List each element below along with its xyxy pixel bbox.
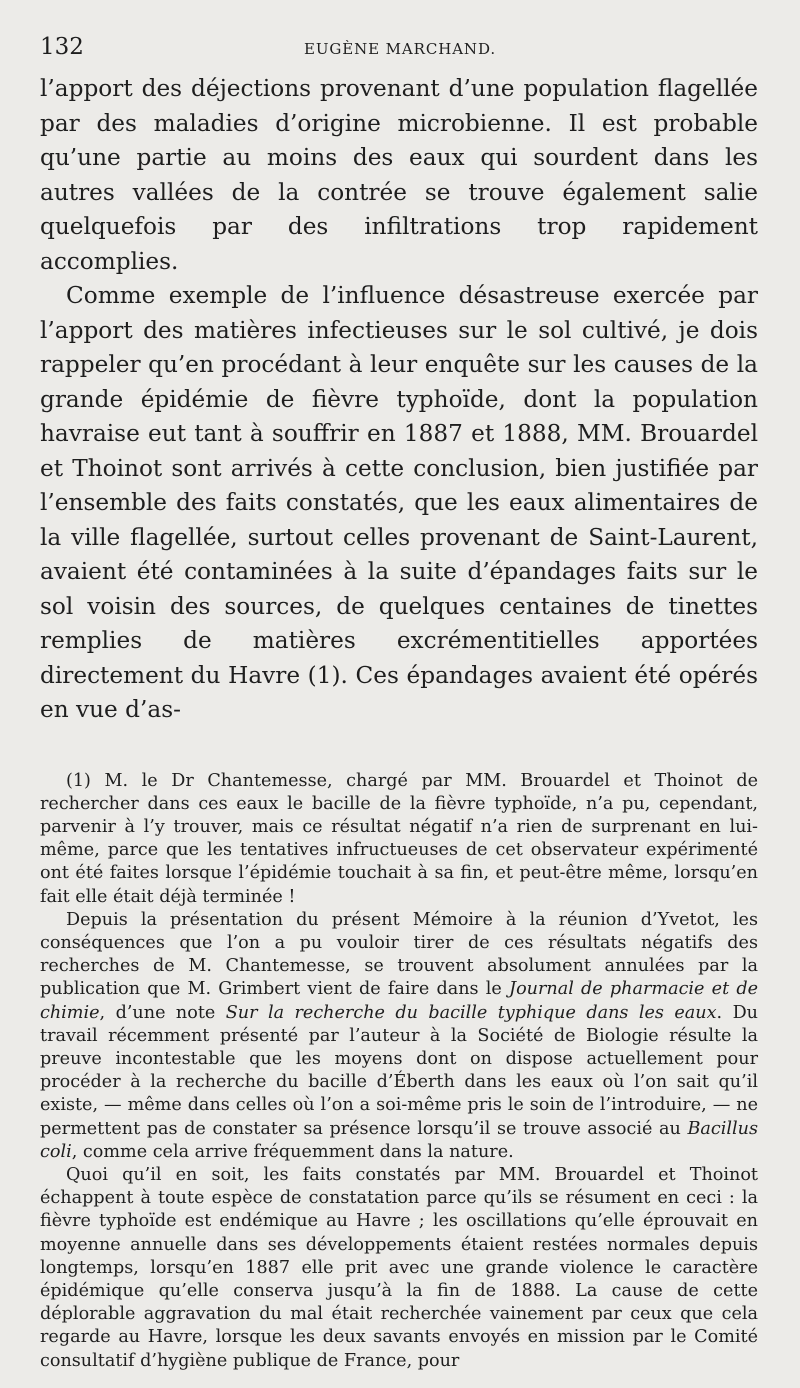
footnote-addendum-text-3: . Du travail récemment présenté par l’auteur à la Société de Biologie résulte la preuve incontestable que les moyens dont on dispose actuellement pour procéder à la recherche du bacille d’Éberth dans les eaux où l’on sait qu’il existe, — même dans celles où l’on a soi-même pris le soin de l’introduire, — ne permettent pas de constater sa présence lorsqu’il se trouve associé au (40, 1002, 758, 1139)
paragraph-epidemic: Comme exemple de l’influence désastreuse exercée par l’apport des matières infectieuses sur le sol cultivé, je dois rappeler qu’en procédant à leur enquête sur les causes de la grande épidémie de fièvre typhoïde, dont la population havraise eut tant à souffrir en 1887 et 1888, MM. Brouardel et Thoinot sont arrivés à cette conclusion, bien justifiée par l’ensemble des faits constatés, que les eaux alimentaires de la ville flagellée, surtout celles provenant de Saint-Laurent, avaient été contaminées à la suite d’épandages faits sur le sol voisin des sources, de quelques centaines de tinettes remplies de matières excrémentitielles apportées directement du Havre (1). Ces épandages avaient été opérés en vue d’as- (40, 282, 758, 723)
body-text (40, 72, 758, 1373)
footnote-addendum-text-2: , d’une note (99, 1002, 226, 1023)
page-number: 132 (40, 34, 84, 60)
footnote-addendum-text-4: , comme cela arrive fréquemment dans la nature. (71, 1141, 514, 1162)
footnote-conclusion: Quoi qu’il en soit, les faits constatés par MM. Brouardel et Thoinot échappent à toute espèce de constatation parce qu’ils se résument en ceci : la fièvre typhoïde est endémique au Havre ; les oscillations qu’elle éprouvait en moyenne annuelle dans ses développements étaient restées normales depuis longtemps, lorsqu’en 1887 elle prit avec une grande violence le caractère épidémique qu’elle conserva jusqu’à la fin de 1888. La cause de cette déplorable aggravation du mal était recherchée vainement par ceux que cela regarde au Havre, lorsque les deux savants envoyés en mission par le Comité consultatif d’hygiène publique de France, pour (40, 1164, 758, 1371)
paragraph-continuation: l’apport des déjections provenant d’une population flagellée par des maladies d’origine microbienne. Il est probable qu’une partie au moins des eaux qui sourdent dans les autres vallées de la contrée se trouve également salie quelquefois par des infiltrations trop rapidement accomplies. (40, 75, 758, 275)
note-title: Sur la recherche du bacille typhique dans les eaux (225, 1002, 717, 1023)
running-head: EUGÈNE MARCHAND. (303, 40, 497, 58)
footnote-1: (1) M. le Dr Chantemesse, chargé par MM. Brouardel et Thoinot de rechercher dans ces eaux le bacille de la fièvre typhoïde, n’a pu, cependant, parvenir à l’y trouver, mais ce résultat négatif n’a rien de surprenant en lui-même, parce que les tentatives infructueuses de cet observateur expérimenté ont été faites lorsque l’épidémie touchait à sa fin, et peut-être même, lorsqu’en fait elle était déjà terminée ! (40, 770, 758, 907)
footnote-addendum (40, 909, 758, 1164)
page-header (40, 34, 760, 64)
main-text (40, 72, 758, 728)
footnotes (40, 770, 758, 1373)
journal-title: Journal de pharmacie et de chimie (40, 979, 759, 1023)
species-name: Bacillus coli (40, 1118, 758, 1162)
footnote-addendum-text-1: Depuis la présentation du présent Mémoire à la réunion d’Yvetot, les conséquences que l’on a pu vouloir tirer de ces résultats négatifs des recherches de M. Chantemesse, se trouvent absolument annulées par la publication que M. Grimbert vient de faire dans le (40, 909, 758, 1000)
